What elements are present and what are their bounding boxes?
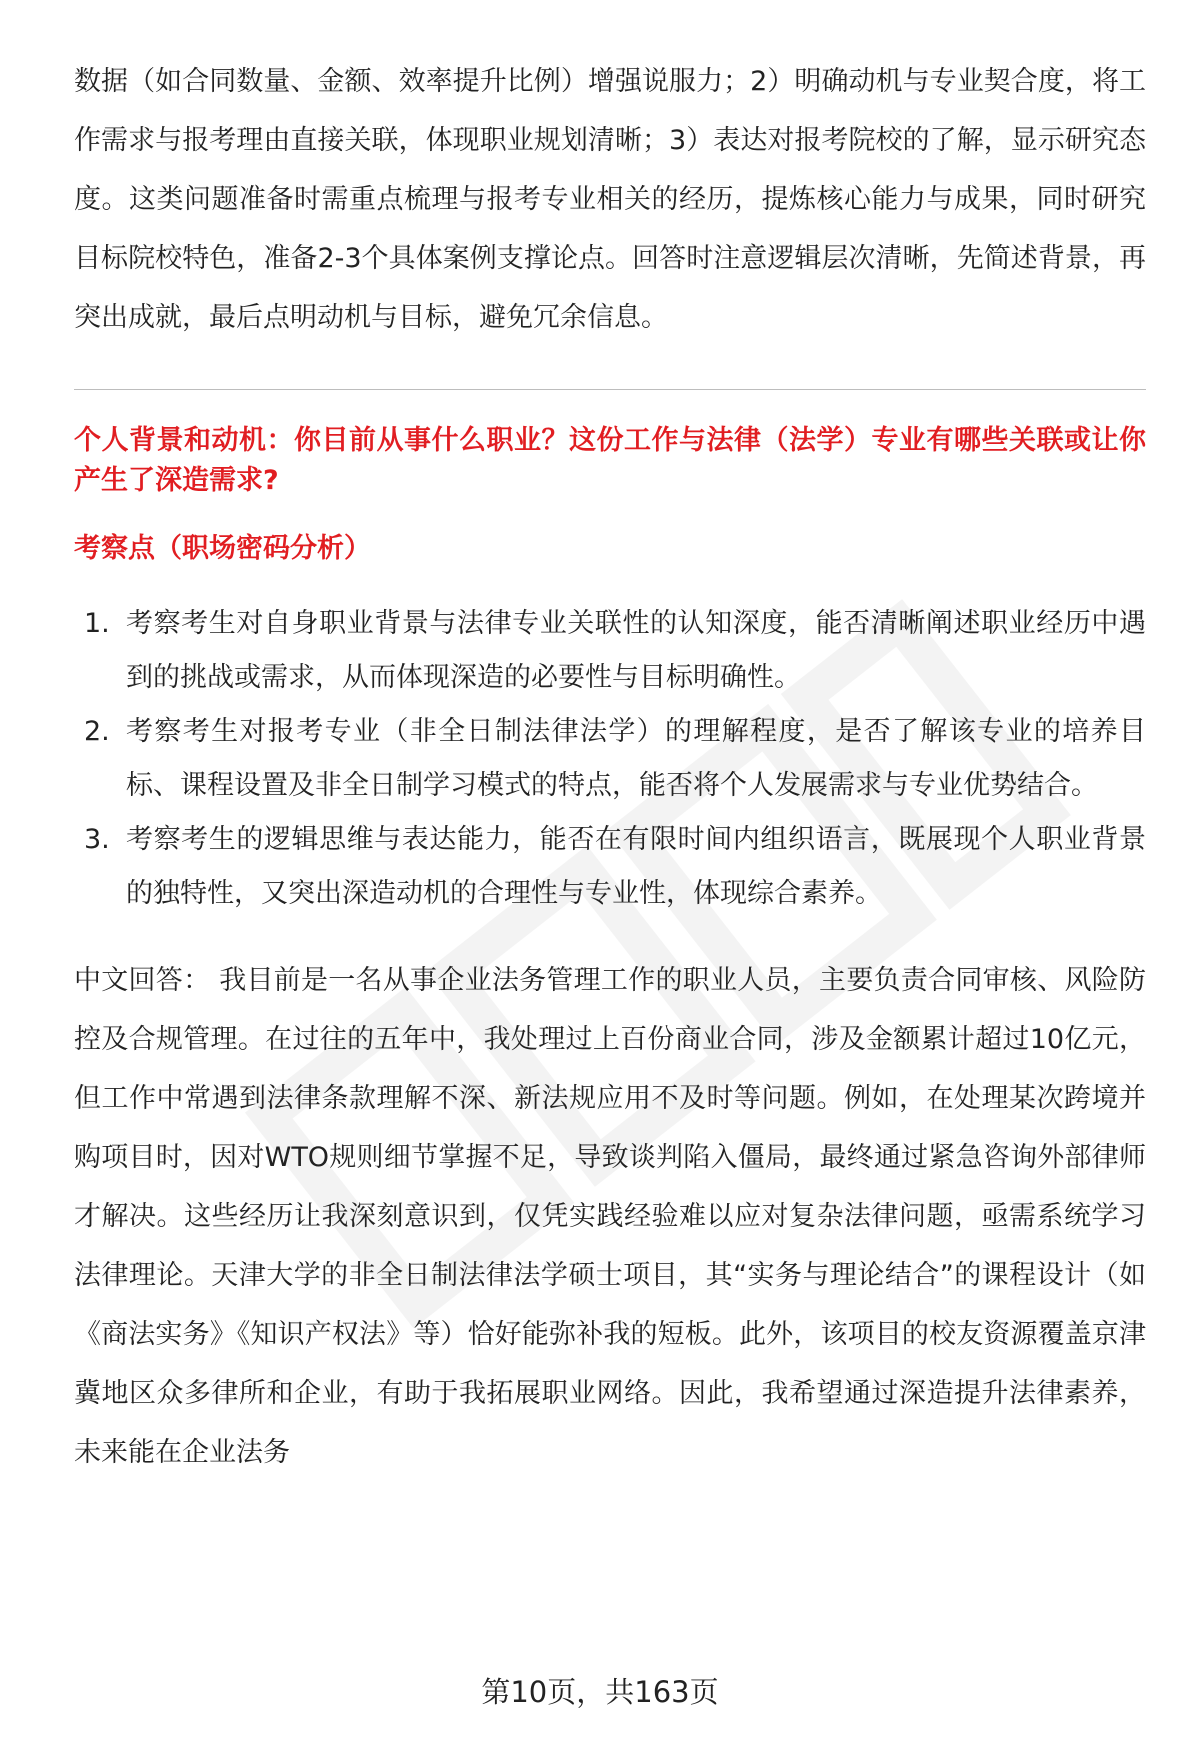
list-item-number: 1.: [84, 608, 110, 639]
list-item-text: 考察考生的逻辑思维与表达能力，能否在有限时间内组织语言，既展现个人职业背景的独特性，又突出深造动机的合理性与专业性，体现综合素养。: [126, 824, 1146, 909]
page-number-footer: 第10页，共163页: [481, 1675, 719, 1709]
list-item-text: 考察考生对报考专业（非全日制法律法学）的理解程度，是否了解该专业的培养目标、课程设置及非全日制学习模式的特点，能否将个人发展需求与专业优势结合。: [126, 716, 1146, 801]
list-item-text: 考察考生对自身职业背景与法律专业关联性的认知深度，能否清晰阐述职业经历中遇到的挑战或需求，从而体现深造的必要性与目标明确性。: [126, 608, 1146, 693]
points-heading: 考察点（职场密码分析）: [74, 533, 371, 564]
list-item: [74, 705, 1146, 813]
intro-paragraph: 数据（如合同数量、金额、效率提升比例）增强说服力；2）明确动机与专业契合度，将工作需求与报考理由直接关联，体现职业规划清晰；3）表达对报考院校的了解，显示研究态度。这类问题准备时需重点梳理与报考专业相关的经历，提炼核心能力与成果，同时研究目标院校特色，准备2-3个具体案例支撑论点。回答时注意逻辑层次清晰，先简述背景，再突出成就，最后点明动机与目标，避免冗余信息。: [74, 66, 1146, 333]
list-item: [74, 813, 1146, 921]
answer-label: 中文回答：: [74, 965, 211, 996]
points-list: [74, 597, 1146, 921]
answer-paragraph: [74, 951, 1146, 1482]
list-item: [74, 597, 1146, 705]
main-content: [74, 52, 1146, 1482]
list-item-number: 3.: [84, 824, 110, 855]
answer-text: 我目前是一名从事企业法务管理工作的职业人员，主要负责合同审核、风险防控及合规管理。在过往的五年中，我处理过上百份商业合同，涉及金额累计超过10亿元，但工作中常遇到法律条款理解不深、新法规应用不及时等问题。例如，在处理某次跨境并购项目时，因对WTO规则细节掌握不足，导致谈判陷入僵局，最终通过紧急咨询外部律师才解决。这些经历让我深刻意识到，仅凭实践经验难以应对复杂法律问题，亟需系统学习法律理论。天津大学的非全日制法律法学硕士项目，其“实务与理论结合”的课程设计（如《商法实务》《知识产权法》等）恰好能弥补我的短板。此外，该项目的校友资源覆盖京津冀地区众多律所和企业，有助于我拓展职业网络。因此，我希望通过深造提升法律素养，未来能在企业法务: [74, 965, 1146, 1468]
section-divider: [74, 389, 1146, 390]
question-heading: 个人背景和动机：你目前从事什么职业？这份工作与法律（法学）专业有哪些关联或让你产生了深造需求?: [74, 425, 1146, 496]
list-item-number: 2.: [84, 716, 110, 747]
